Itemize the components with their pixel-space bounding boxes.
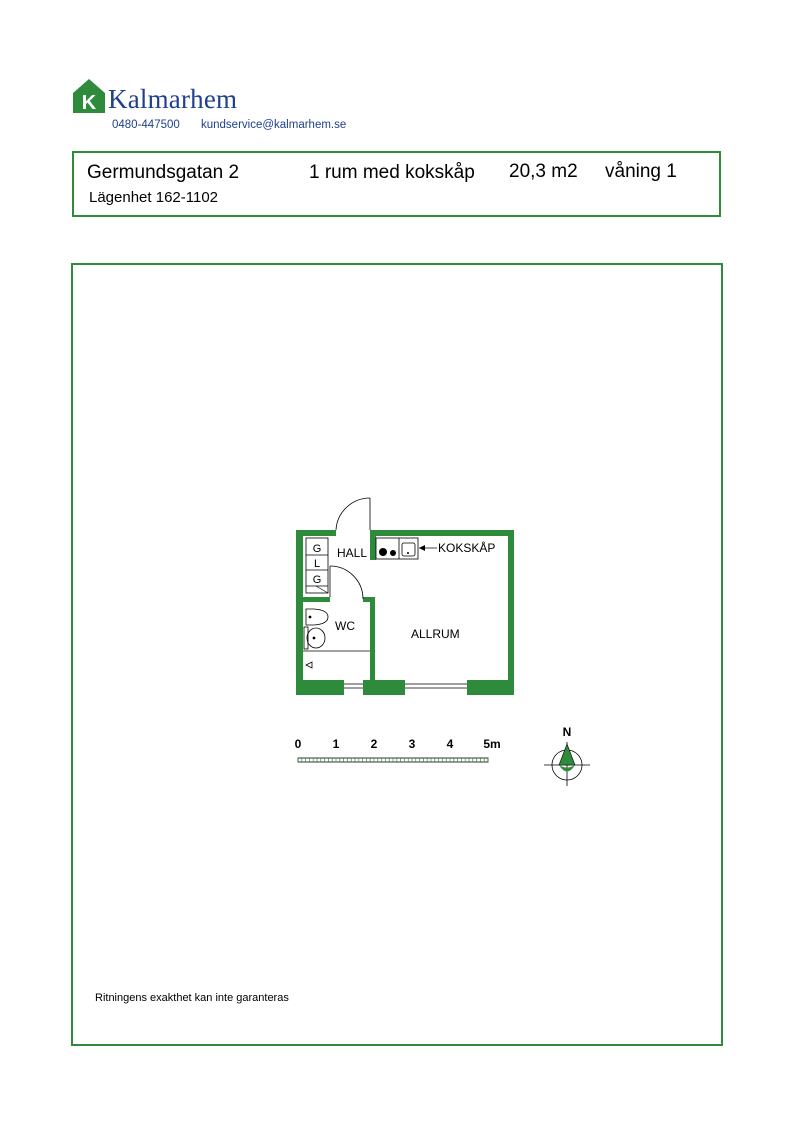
company-phone: 0480-447500 [112,119,180,131]
room-label-wc: WC [335,619,355,633]
apartment-type: 1 rum med kokskåp [309,162,475,183]
company-name: Kalmarhem [108,84,238,114]
closet-label: L [313,558,321,570]
scale-label: 4 [446,737,454,751]
kitchenette [376,538,495,559]
hotplate-icon [379,548,387,556]
logo-letter: K [81,92,97,114]
room-label-hall: HALL [337,546,368,560]
scale-label: 1 [332,737,340,751]
scale-bar [295,737,501,762]
wc-fixtures [303,609,370,668]
room-label-allrum: ALLRUM [411,627,460,641]
company-email: kundservice@kalmarhem.se [201,119,347,131]
wc-door [330,566,363,599]
windows [344,684,467,688]
apartment-area: 20,3 m2 [509,161,578,182]
apartment-id: Lägenhet 162-1102 [89,189,219,206]
north-arrow-icon [544,725,590,786]
drain-icon [306,662,312,668]
closet-label: G [312,574,322,586]
entry-door [336,498,370,530]
kitchen-sink-icon [402,543,415,556]
hotplate-icon [390,550,396,556]
closets [306,538,328,593]
scale-label: 0 [294,737,302,751]
address: Germundsgatan 2 [87,162,240,183]
scale-label: 5m [483,737,501,751]
apartment-floor: våning 1 [605,161,677,182]
scale-label: 3 [408,737,416,751]
closet-label: G [312,543,322,555]
kitchen-label: KOKSKÅP [438,541,496,555]
toilet-icon [307,628,325,648]
compass-label: N [562,725,572,739]
scale-label: 2 [370,737,378,751]
disclaimer: Ritningens exakthet kan inte garanteras [95,992,289,1004]
